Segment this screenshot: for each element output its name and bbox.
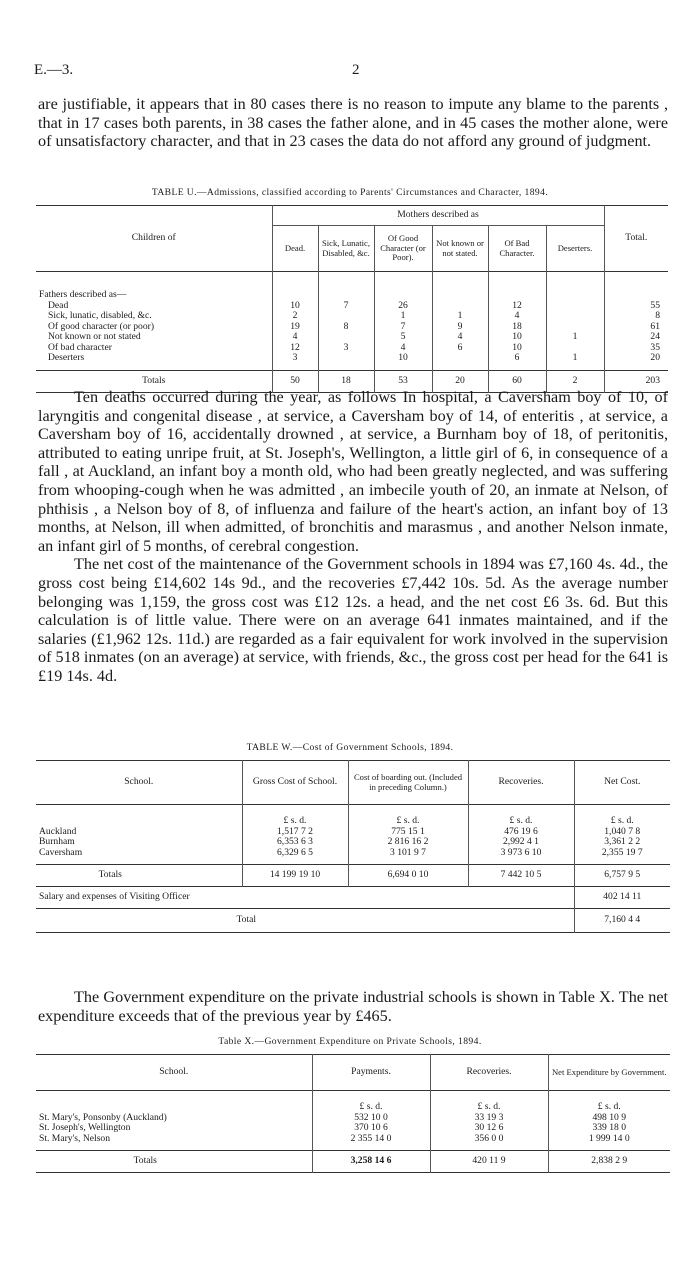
table-cell: 2,355 19 7 xyxy=(574,848,670,859)
table-cell: 26 xyxy=(374,301,432,312)
col-header: Deserters. xyxy=(546,226,604,272)
totals-label: Totals xyxy=(98,868,122,880)
col-header: Cost of boarding out. (Included in preceding Column.) xyxy=(348,761,468,805)
paragraph-text: The Government expenditure on the private industrial schools is shown in Table X. The net expenditure exceeds that of the previous year by £465. xyxy=(38,988,668,1025)
table-cell: 10 xyxy=(272,301,318,312)
table-cell: 775 15 1 xyxy=(348,827,468,838)
table-cell: 35 xyxy=(604,343,668,354)
totals-label: Totals xyxy=(133,1154,157,1166)
table-cell: 12 xyxy=(488,301,546,312)
total-cell: 18 xyxy=(318,370,374,392)
total-cell: 14 199 19 10 xyxy=(242,864,348,886)
table-cell: 2 xyxy=(272,311,318,322)
units-label: £ s. d. xyxy=(430,1091,548,1113)
total-cell: 203 xyxy=(604,370,668,392)
table-cell xyxy=(546,301,604,312)
table-row xyxy=(36,848,670,859)
table-cell: 476 19 6 xyxy=(468,827,574,838)
table-cell: 356 0 0 xyxy=(430,1134,548,1145)
units-label: £ s. d. xyxy=(242,805,348,827)
table-cell: 3 xyxy=(318,343,374,354)
table-cell: 4 xyxy=(272,332,318,343)
total-cell: 420 11 9 xyxy=(430,1150,548,1172)
table-cell: 6 xyxy=(488,353,546,364)
table-cell: 6 xyxy=(432,343,488,354)
salary-label: Salary and expenses of Visiting Officer xyxy=(39,890,190,902)
col-header: Net Expenditure by Government. xyxy=(548,1055,670,1091)
col-header: Payments. xyxy=(312,1055,430,1091)
table-cell: 4 xyxy=(488,311,546,322)
row-label: Of good character (or poor) xyxy=(48,320,155,332)
table-cell: 1 xyxy=(546,353,604,364)
table-cell: 12 xyxy=(272,343,318,354)
total-cell: 2,838 2 9 xyxy=(548,1150,670,1172)
table-cell: 498 10 9 xyxy=(548,1113,670,1124)
table-cell: 33 19 3 xyxy=(430,1113,548,1124)
col-header: Recoveries. xyxy=(430,1055,548,1091)
table-cell: 3 101 9 7 xyxy=(348,848,468,859)
row-label: Sick, lunatic, disabled, &c. xyxy=(48,310,152,321)
units-label: £ s. d. xyxy=(348,805,468,827)
table-w-caption: TABLE W.—Cost of Government Schools, 1894. xyxy=(246,742,454,753)
total-cell: 6,757 9 5 xyxy=(574,864,670,886)
table-cell: 9 xyxy=(432,322,488,333)
total-cell: 3,258 14 6 xyxy=(312,1150,430,1172)
total-cell: 2 xyxy=(546,370,604,392)
table-cell: 1,040 7 8 xyxy=(574,827,670,838)
table-cell: 2,992 4 1 xyxy=(468,837,574,848)
table-row xyxy=(36,353,668,364)
table-cell: 7 xyxy=(374,322,432,333)
header-mothers: Mothers described as xyxy=(272,206,604,226)
col-header: Dead. xyxy=(272,226,318,272)
table-cell: 2 816 16 2 xyxy=(348,837,468,848)
total-label: Total xyxy=(236,913,257,925)
row-label: Burnham xyxy=(39,836,75,847)
table-cell: 7 xyxy=(318,301,374,312)
table-cell xyxy=(318,332,374,343)
salary-value: 402 14 11 xyxy=(574,886,670,908)
col-header: Sick, Lunatic, Disabled, &c. xyxy=(318,226,374,272)
units-label: £ s. d. xyxy=(312,1091,430,1113)
col-header: Net Cost. xyxy=(574,761,670,805)
row-label: St. Mary's, Nelson xyxy=(39,1132,111,1144)
paragraph-intro xyxy=(38,95,668,151)
total-cell: 6,694 0 10 xyxy=(348,864,468,886)
table-cell: 4 xyxy=(374,343,432,354)
table-u xyxy=(36,205,668,393)
row-label: St. Mary's, Ponsonby (Auckland) xyxy=(39,1111,167,1123)
table-cell: 10 xyxy=(488,343,546,354)
table-row xyxy=(36,827,670,838)
table-row xyxy=(36,837,670,848)
col-header: Recoveries. xyxy=(468,761,574,805)
table-cell: 370 10 6 xyxy=(312,1123,430,1134)
col-header: Of Good Character (or Poor). xyxy=(374,226,432,272)
table-cell: 3 xyxy=(272,353,318,364)
table-row xyxy=(36,1134,670,1145)
paragraph-text: Ten deaths occurred during the year, as follows In hospital, a Caversham boy of 10, of laryngitis and congenital disease , at service, a Caversham boy of 14, of enteritis , at service, a Caversham boy of 16, accidentally drowned , at service, a Burnham boy of 18, of peritonitis, attributed to eating unripe fruit, at St. Joseph's, Wellington, a little girl of 6, in consequence of a fall , at Auckland, an infant boy a month old, who had been greatly neglected, and was suffering from whooping-cough when he was admitted , an imbecile youth of 20, an inmate at Nelson, of phthisis , a Nelson boy of 8, of influenza and failure of the heart's action, an infant boy of 13 months, at Nelson, ill when admitted, of bronchitis and marasmus , and another Nelson inmate, an infant girl of 5 months, of cerebral congestion. xyxy=(38,388,668,555)
table-cell xyxy=(432,353,488,364)
col-header: School. xyxy=(159,1066,189,1078)
col-header: School. xyxy=(124,776,154,788)
total-cell: 60 xyxy=(488,370,546,392)
col-header: Gross Cost of School. xyxy=(242,761,348,805)
units-label: £ s. d. xyxy=(574,805,670,827)
table-cell: 4 xyxy=(432,332,488,343)
table-cell: 5 xyxy=(374,332,432,343)
table-u-caption: TABLE U.—Admissions, classified according to Parents' Circumstances and Character, 1894. xyxy=(151,187,549,198)
row-label: Caversham xyxy=(39,846,83,858)
table-cell: 6,353 6 3 xyxy=(242,837,348,848)
table-cell: 30 12 6 xyxy=(430,1123,548,1134)
table-cell: 1,517 7 2 xyxy=(242,827,348,838)
row-label: Of bad character xyxy=(48,341,112,353)
total-cell: 53 xyxy=(374,370,432,392)
table-cell: 8 xyxy=(604,311,668,322)
table-cell: 532 10 0 xyxy=(312,1113,430,1124)
table-cell: 55 xyxy=(604,301,668,312)
col-header: Not known or not stated. xyxy=(432,226,488,272)
paragraph-deaths xyxy=(38,388,668,686)
group-label: Fathers described as— xyxy=(39,289,127,300)
table-cell: 24 xyxy=(604,332,668,343)
header-children: Children of xyxy=(131,232,176,244)
table-row xyxy=(36,311,668,322)
table-cell: 19 xyxy=(272,322,318,333)
page-reference: E.—3. xyxy=(34,62,74,78)
total-cell: 50 xyxy=(272,370,318,392)
paragraph-private-schools xyxy=(38,988,668,1025)
table-cell: 10 xyxy=(488,332,546,343)
table-cell: 1 xyxy=(546,332,604,343)
table-row xyxy=(36,1123,670,1134)
table-cell: 8 xyxy=(318,322,374,333)
table-cell: 1 999 14 0 xyxy=(548,1134,670,1145)
page-number: 2 xyxy=(352,62,360,78)
units-label: £ s. d. xyxy=(468,805,574,827)
table-cell xyxy=(318,311,374,322)
totals-label: Totals xyxy=(142,374,166,386)
table-x-caption: Table X.—Government Expenditure on Private Schools, 1894. xyxy=(218,1036,482,1047)
total-cell: 7 442 10 5 xyxy=(468,864,574,886)
row-label: St. Joseph's, Wellington xyxy=(39,1122,131,1133)
table-cell: 2 355 14 0 xyxy=(312,1134,430,1145)
table-row xyxy=(36,332,668,343)
table-w xyxy=(36,760,670,933)
table-cell xyxy=(318,353,374,364)
paragraph-text: The net cost of the maintenance of the Government schools in 1894 was £7,160 4s. 4d., the gross cost being £14,602 14s 9d., and the recoveries £7,442 10s. 5d. As the average number belonging was 1,159, the gross cost was £12 12s. a head, and the net cost £6 3s. 6d. But this calculation is of little value. There were on an average 641 inmates maintained, and if the salaries (£1,962 12s. 11d.) are regarded as a fair equivalent for work involved in the supervision of 518 inmates (on an average) at service, with friends, &c., the gross cost per head for the 641 is £19 14s. 4d. xyxy=(38,555,668,685)
table-x xyxy=(36,1054,670,1173)
header-total: Total. xyxy=(604,206,668,272)
table-cell: 339 18 0 xyxy=(548,1123,670,1134)
table-cell: 6,329 6 5 xyxy=(242,848,348,859)
table-cell: 10 xyxy=(374,353,432,364)
col-header: Of Bad Character. xyxy=(488,226,546,272)
table-cell: 20 xyxy=(604,353,668,364)
row-label: Deserters xyxy=(48,352,85,363)
total-value: 7,160 4 4 xyxy=(574,908,670,932)
units-label: £ s. d. xyxy=(548,1091,670,1113)
table-cell: 1 xyxy=(374,311,432,322)
total-cell: 20 xyxy=(432,370,488,392)
row-label: Auckland xyxy=(39,825,77,837)
table-cell: 3 973 6 10 xyxy=(468,848,574,859)
row-label: Not known or not stated xyxy=(48,331,141,342)
table-cell: 61 xyxy=(604,322,668,333)
table-cell: 3,361 2 2 xyxy=(574,837,670,848)
table-cell: 18 xyxy=(488,322,546,333)
table-cell: 1 xyxy=(432,311,488,322)
row-label: Dead xyxy=(48,299,69,311)
table-row xyxy=(36,1113,670,1124)
paragraph-text: are justifiable, it appears that in 80 cases there is no reason to impute any blame to the parents , that in 17 cases both parents, in 38 cases the father alone, and in 45 cases the mother alone, were of unsatisfactory character, and that in 23 cases the data do not afford any ground of judgment. xyxy=(38,95,668,151)
table-cell xyxy=(546,311,604,322)
